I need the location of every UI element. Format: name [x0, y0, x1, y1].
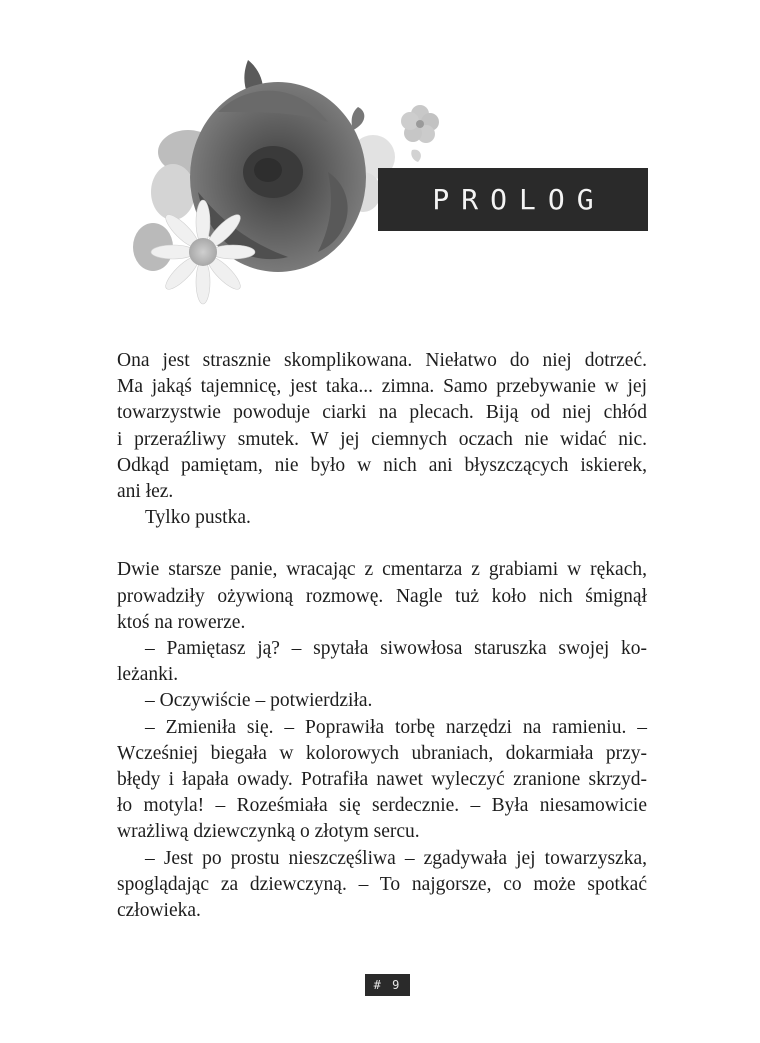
text-line: błędy i łapała owady. Potrafiła nawet wyleczyć zranione skrzyd- [117, 769, 647, 791]
chapter-body [117, 348, 647, 924]
paragraph-gap [117, 531, 647, 557]
paragraph [117, 557, 647, 636]
paragraph [117, 505, 647, 531]
paragraph [117, 715, 647, 846]
chapter-title: PROLOG [432, 183, 606, 216]
paragraph [117, 846, 647, 925]
text-line: leżanki. [117, 664, 179, 686]
text-line: Tylko pustka. [145, 507, 251, 529]
text-line: Wcześniej biegała w kolorowych ubraniach, dokarmiała przy- [117, 742, 647, 764]
text-line: – Oczywiście – potwierdziła. [145, 690, 373, 712]
text-line: Ma jakąś tajemnicę, jest taka... zimna. Samo przebywanie w jej [117, 376, 647, 398]
text-line: – Jest po prostu nieszczęśliwa – zgadywała jej towarzyszka, [145, 847, 647, 869]
page-number: # 9 [373, 978, 402, 992]
text-line: Dwie starsze panie, wracając z cmentarza z grabiami w rękach, [117, 559, 647, 581]
text-line: Ona jest strasznie skomplikowana. Niełatwo do niej dotrzeć. [117, 350, 647, 371]
text-line: Odkąd pamiętam, nie było w nich ani błyszczących iskierek, [117, 454, 647, 476]
text-line: prowadziły ożywioną rozmowę. Nagle tuż koło nich śmignął [117, 585, 647, 607]
paragraph [117, 636, 647, 688]
text-line: wrażliwą dziewczynką o złotym sercu. [117, 821, 420, 843]
page-number-badge [365, 974, 410, 996]
text-line: człowieka. [117, 900, 201, 922]
text-line: towarzystwie powoduje ciarki na plecach. Biją od niej chłód [117, 402, 647, 424]
text-line: ani łez. [117, 481, 174, 503]
chapter-title-banner [378, 168, 648, 231]
text-line: spoglądając za dziewczyną. – To najgorsze, co może spotkać [117, 873, 647, 895]
text-line: ło motyla! – Roześmiała się serdecznie. – Była niesamowicie [117, 795, 647, 817]
paragraph [117, 688, 647, 714]
text-line: – Pamiętasz ją? – spytała siwowłosa staruszka swojej ko- [145, 638, 647, 660]
paragraph [117, 348, 647, 505]
text-line: – Zmieniła się. – Poprawiła torbę narzędzi na ramieniu. – [145, 716, 647, 738]
text-line: i przeraźliwy smutek. W jej ciemnych oczach nie widać nic. [117, 428, 647, 450]
text-line: ktoś na rowerze. [117, 611, 246, 633]
